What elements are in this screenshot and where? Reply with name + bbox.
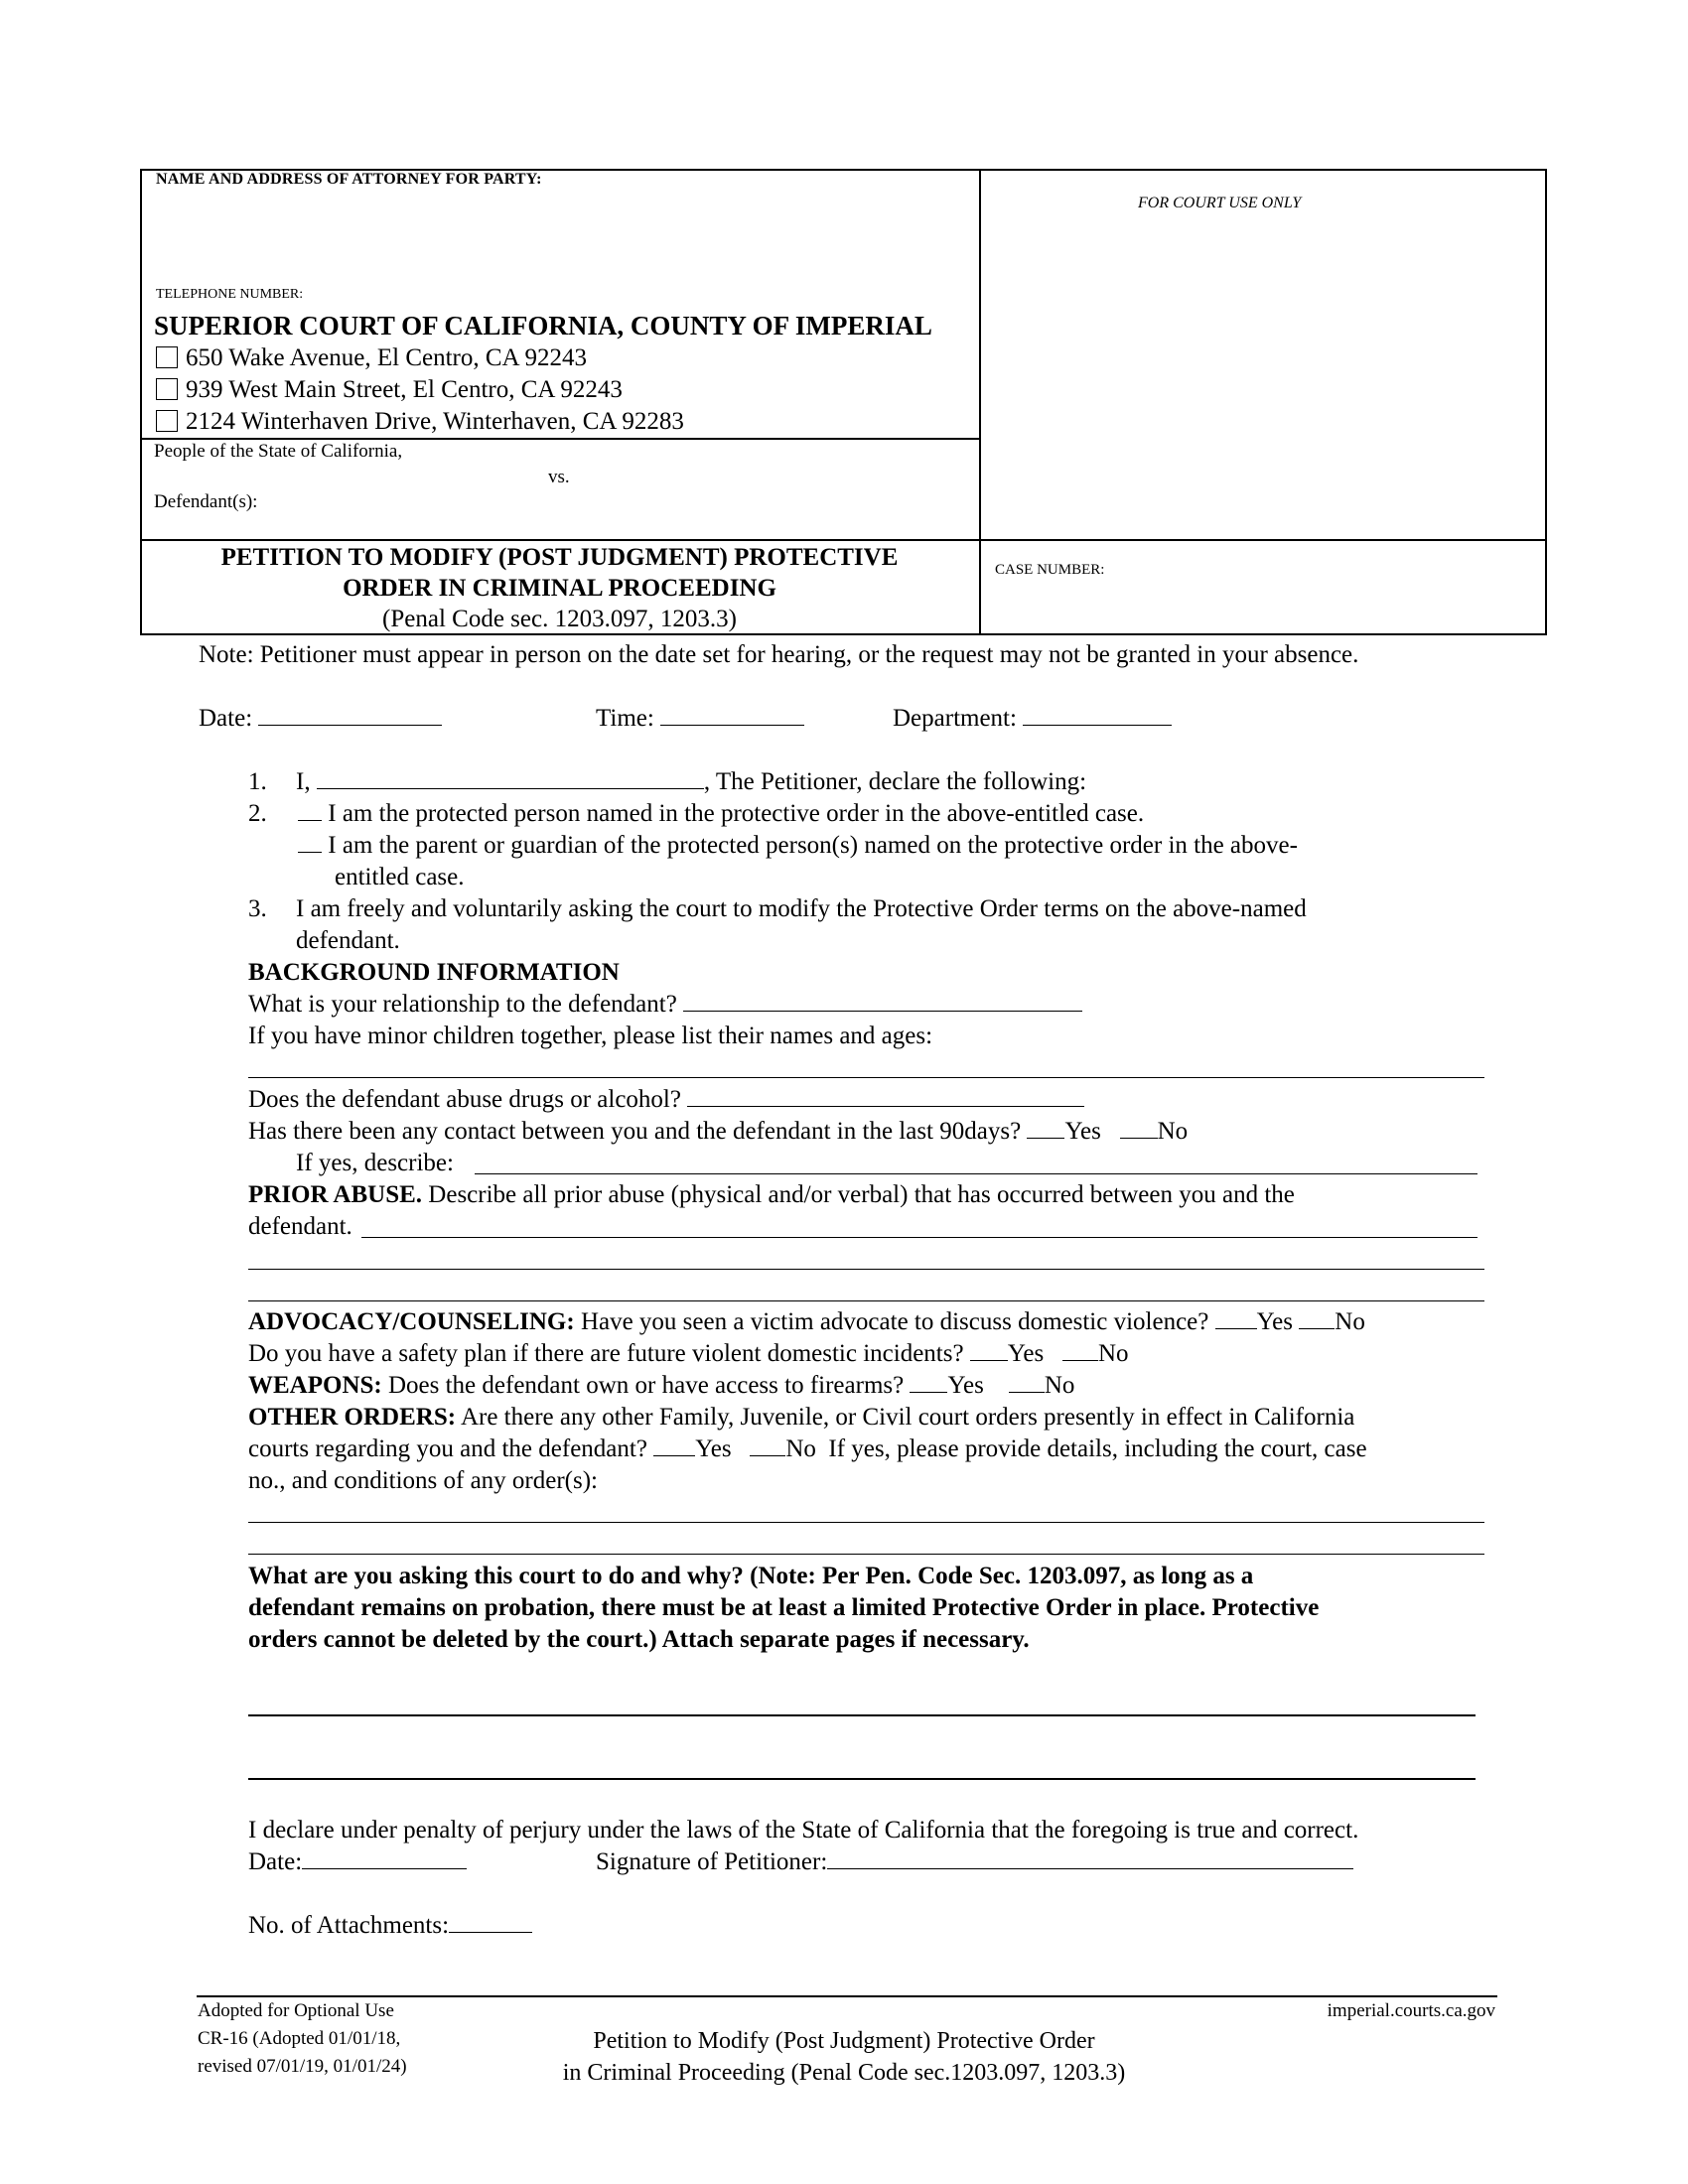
yes-label: Yes [1256,1308,1294,1335]
request-line-2: defendant remains on probation, there must be at least a limited Protective Order in place. Protective [248,1594,1320,1621]
advocacy-question [248,1306,1365,1338]
prior-abuse [248,1179,1295,1211]
attachments-label: No. of Attachments: [248,1912,450,1939]
checkbox[interactable] [156,378,178,400]
checkbox[interactable] [156,346,178,368]
advocate-no-field[interactable] [1299,1306,1335,1329]
address-label: 650 Wake Avenue, El Centro, CA 92243 [186,344,587,371]
weapons-question [248,1370,1074,1402]
advocacy-q1: Have you seen a victim advocate to discuss domestic violence? [580,1308,1209,1335]
court-address-option-3[interactable] [156,406,684,438]
item-1-prefix: I, [296,768,311,795]
declaration-date [248,1846,467,1878]
item-2a-check-field[interactable] [298,798,322,821]
form-title-line-2: ORDER IN CRIMINAL PROCEEDING [343,575,776,602]
safety-plan-question [248,1338,1129,1370]
address-label: 939 West Main Street, El Centro, CA 92243 [186,376,623,403]
item-3-number: 3. [248,895,267,922]
telephone-label: TELEPHONE NUMBER: [156,287,304,302]
form-title [140,542,979,634]
hearing-date-label: Date: [199,705,253,732]
item-2b [298,830,1298,862]
declaration-date-field[interactable] [302,1846,467,1869]
prior-abuse-field-2[interactable] [248,1269,1484,1270]
yes-label: Yes [695,1435,732,1462]
drugs-question [248,1084,1084,1116]
hearing-date-field[interactable] [258,703,442,726]
footer-website: imperial.courts.ca.gov [1327,2000,1495,2021]
contact-describe [296,1148,454,1179]
footer-left-line-3: revised 07/01/19, 01/01/24) [198,2056,407,2077]
form-title-line-1: PETITION TO MODIFY (POST JUDGMENT) PROTECTIVE [220,544,899,571]
item-2b-check-field[interactable] [298,830,322,853]
caption-divider-parties [140,438,981,440]
drugs-label: Does the defendant abuse drugs or alcohol? [248,1086,681,1113]
advocate-yes-field[interactable] [1215,1306,1257,1329]
safety-yes-field[interactable] [970,1338,1008,1361]
signature [596,1846,1353,1878]
court-address-option-2[interactable] [156,374,623,406]
request-line-3: orders cannot be deleted by the court.) Attach separate pages if necessary. [248,1626,1030,1653]
other-orders-details: If yes, please provide details, including the court, case [828,1435,1367,1462]
hearing-time-field[interactable] [660,703,804,726]
attorney-label: NAME AND ADDRESS OF ATTORNEY FOR PARTY: [156,171,542,188]
caption-divider-vertical [979,169,981,635]
advocacy-heading: ADVOCACY/COUNSELING: [248,1308,575,1335]
orders-yes-field[interactable] [653,1433,695,1456]
other-orders-heading: OTHER ORDERS: [248,1404,457,1431]
declaration-text: I declare under penalty of perjury under the laws of the State of California that the foregoing is true and correct. [248,1817,1359,1843]
contact-no-field[interactable] [1120,1116,1158,1139]
request-field-2[interactable] [248,1778,1476,1780]
prior-abuse-line-2: defendant. [248,1213,352,1240]
item-3-line-2: defendant. [296,927,400,954]
defendant-label: Defendant(s): [154,491,258,512]
item-2b-text: I am the parent or guardian of the protected person(s) named on the protective order in the above- [328,832,1298,859]
prior-abuse-field-3[interactable] [248,1300,1484,1301]
footer-left-line-1: Adopted for Optional Use [198,2000,394,2021]
orders-no-field[interactable] [750,1433,785,1456]
contact-label: Has there been any contact between you and the defendant in the last 90days? [248,1118,1022,1145]
no-label: No [785,1435,816,1462]
address-label: 2124 Winterhaven Drive, Winterhaven, CA 92283 [186,408,684,435]
contact-describe-field[interactable] [475,1173,1477,1174]
other-orders-field-1[interactable] [248,1522,1484,1523]
caption-divider-title [140,539,1547,541]
court-name: SUPERIOR COURT OF CALIFORNIA, COUNTY OF IMPERIAL [154,311,932,341]
other-orders-line-1 [248,1402,1354,1433]
hearing-department-label: Department: [893,705,1017,732]
no-label: No [1097,1340,1129,1367]
hearing-department-field[interactable] [1023,703,1172,726]
footer-center-line-1: Petition to Modify (Post Judgment) Protective Order [593,2028,1095,2054]
attachments [248,1910,532,1942]
item-3-line-1: I am freely and voluntarily asking the court to modify the Protective Order terms on the above-named [296,895,1307,922]
other-orders-line-3: no., and conditions of any order(s): [248,1467,599,1494]
safety-no-field[interactable] [1062,1338,1098,1361]
safety-plan-label: Do you have a safety plan if there are future violent domestic incidents? [248,1340,964,1367]
request-line-1: What are you asking this court to do and why? (Note: Per Pen. Code Sec. 1203.097, as long as a [248,1563,1254,1589]
background-heading: BACKGROUND INFORMATION [248,959,620,986]
contact-yes-field[interactable] [1027,1116,1064,1139]
children-answer-line[interactable] [248,1077,1484,1078]
other-orders-line-2 [248,1433,1367,1465]
prior-abuse-text: Describe all prior abuse (physical and/or verbal) that has occurred between you and the [428,1181,1295,1208]
item-1-number: 1. [248,768,267,795]
weapons-label: Does the defendant own or have access to firearms? [387,1372,905,1399]
court-address-option-1[interactable] [156,342,587,374]
item-2-number: 2. [248,800,267,827]
vs-label: vs. [548,467,570,487]
relationship-label: What is your relationship to the defendant? [248,991,677,1018]
item-2a [298,798,1144,830]
petitioner-note: Note: Petitioner must appear in person on the date set for hearing, or the request may not be granted in your absence. [199,641,1359,668]
request-field-1[interactable] [248,1714,1476,1716]
plaintiff-name: People of the State of California, [154,441,403,462]
item-1-suffix: , The Petitioner, declare the following: [703,768,1087,795]
no-label: No [1044,1372,1075,1399]
hearing-time [596,703,804,735]
other-orders-field-2[interactable] [248,1554,1484,1555]
declaration-date-label: Date: [248,1848,303,1875]
drugs-field[interactable] [687,1084,1084,1107]
item-2b-line-2: entitled case. [335,864,465,890]
yes-label: Yes [1064,1118,1101,1145]
hearing-department [893,703,1172,735]
relationship-field[interactable] [683,989,1082,1012]
yes-label: Yes [947,1372,984,1399]
no-label: No [1157,1118,1189,1145]
other-orders-question: courts regarding you and the defendant? [248,1435,647,1462]
prior-abuse-field-1[interactable] [361,1237,1477,1238]
weapons-heading: WEAPONS: [248,1372,382,1399]
footer-left [198,1997,407,2081]
checkbox[interactable] [156,410,178,432]
hearing-date [199,703,442,735]
footer-left-line-2: CR-16 (Adopted 01/01/18, [198,2028,401,2049]
no-label: No [1335,1308,1365,1335]
yes-label: Yes [1007,1340,1045,1367]
relationship-question [248,989,1082,1021]
weapons-yes-field[interactable] [910,1370,947,1393]
item-2a-text: I am the protected person named in the protective order in the above-entitled case. [328,800,1145,827]
weapons-no-field[interactable] [1009,1370,1045,1393]
footer-center [437,2025,1251,2089]
children-question: If you have minor children together, please list their names and ages: [248,1023,933,1049]
hearing-time-label: Time: [596,705,654,732]
describe-label: If yes, describe: [296,1150,454,1176]
attachments-field[interactable] [449,1910,532,1933]
form-title-line-3: (Penal Code sec. 1203.097, 1203.3) [382,606,737,632]
prior-abuse-heading: PRIOR ABUSE. [248,1181,423,1208]
case-number-label: CASE NUMBER: [995,562,1105,578]
other-orders-text: Are there any other Family, Juvenile, or Civil court orders presently in effect in California [460,1404,1355,1431]
signature-label: Signature of Petitioner: [596,1848,828,1875]
footer-center-line-2: in Criminal Proceeding (Penal Code sec.1203.097, 1203.3) [562,2060,1126,2086]
contact-question [248,1116,1188,1148]
signature-field[interactable] [827,1846,1353,1869]
court-use-label: FOR COURT USE ONLY [1138,195,1302,211]
item-1 [296,766,1086,798]
petitioner-name-field[interactable] [317,766,704,789]
